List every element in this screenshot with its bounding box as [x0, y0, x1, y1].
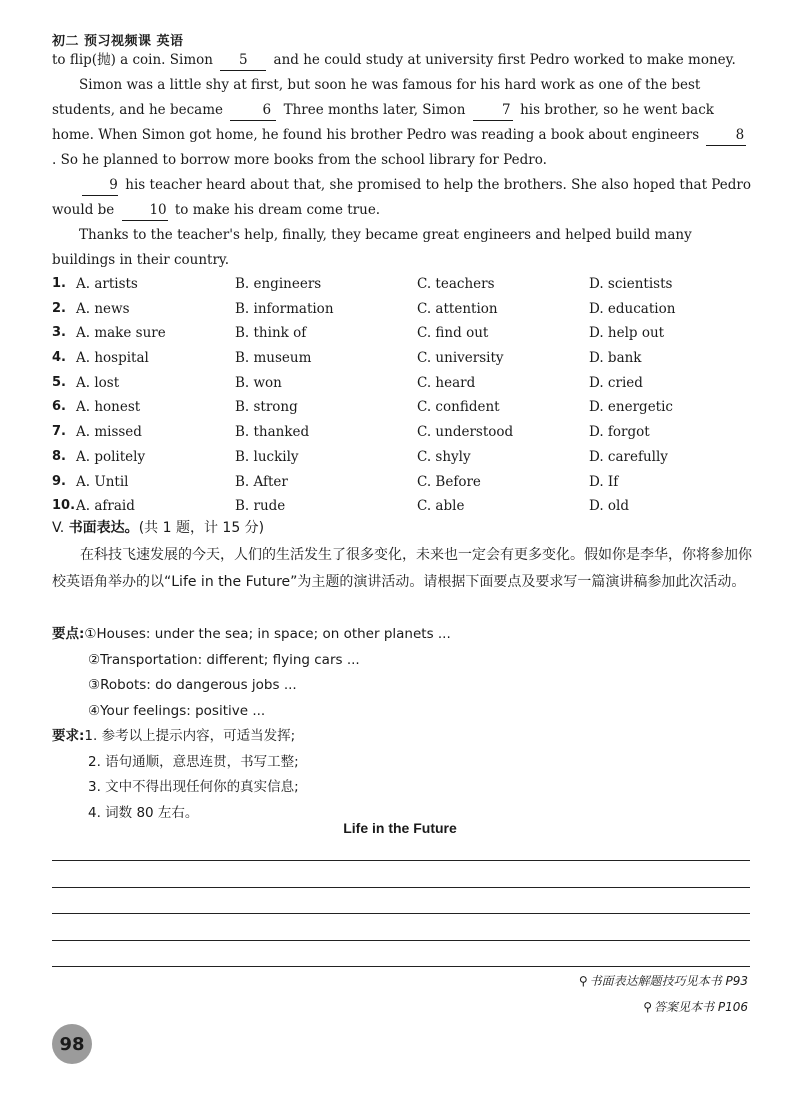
paperclip-icon: ⚲: [643, 1000, 653, 1014]
option-a: A. make sure: [76, 325, 166, 342]
option-c: C. university: [417, 350, 504, 367]
option-a: A. honest: [76, 399, 141, 416]
option-a: A. missed: [76, 424, 142, 441]
passage-paragraph-3: 9 his teacher heard about that, she promised to help the brothers. She also hoped that Pedro would be 10 to make his dream come true.: [52, 173, 752, 223]
option-d: D. help out: [589, 325, 665, 342]
option-b: B. engineers: [235, 276, 322, 292]
page-number: 98: [52, 1024, 92, 1064]
option-row: 9. A. Until B. After C. Before D. If: [52, 470, 752, 495]
point-item: 要点:①Houses: under the sea; in space; on other planets ...: [52, 626, 451, 642]
writing-line: [52, 861, 750, 888]
option-b: B. information: [235, 300, 334, 317]
option-row: 7. A. missed B. thanked C. understood D. forgot: [52, 420, 752, 445]
requirement-item: 3. 文中不得出现任何你的真实信息;: [88, 779, 299, 795]
page-header: 初二 预习视频课 英语: [52, 34, 184, 49]
option-row: 6. A. honest B. strong C. confident D. energetic: [52, 395, 752, 420]
writing-line: [52, 914, 750, 941]
essay-title: Life in the Future: [343, 820, 457, 836]
option-row: 1. A. artists B. engineers C. teachers D. scientists: [52, 272, 752, 297]
option-d: D. cried: [589, 374, 643, 391]
option-c: C. attention: [417, 300, 498, 317]
option-d: D. bank: [589, 350, 642, 367]
points-and-requirements: [52, 622, 752, 826]
option-b: B. won: [235, 374, 282, 391]
requirement-item: 4. 词数 80 左右。: [88, 804, 199, 821]
blank-9: 9: [82, 176, 118, 196]
option-b: B. thanked: [235, 424, 310, 441]
option-c: C. able: [417, 498, 465, 515]
blank-6: 6: [230, 101, 276, 121]
blank-8: 8: [706, 126, 746, 146]
option-b: B. museum: [235, 350, 312, 367]
option-c: C. confident: [417, 399, 500, 416]
requirement-item: 2. 语句通顺，意思连贯，书写工整;: [88, 753, 299, 770]
option-c: C. shyly: [417, 448, 471, 465]
option-c: C. understood: [417, 424, 514, 441]
option-a: A. artists: [76, 276, 138, 292]
option-c: C. Before: [417, 473, 481, 490]
paperclip-icon: ⚲: [578, 974, 588, 988]
option-row: 5. A. lost B. won C. heard D. cried: [52, 371, 752, 396]
passage-paragraph-2: Simon was a little shy at first, but soon he was famous for his hard work as one of the best students, and he became 6 Three months later, Simon 7 his brother, so he went back home. When Simon got home, he found his brother Pedro was reading a book about engineers 8. So he planned to borrow more books from the school library for Pedro.: [52, 73, 752, 173]
option-row: 10. A. afraid B. rude C. able D. old: [52, 494, 752, 519]
option-b: B. think of: [235, 325, 307, 342]
section-title: V. 书面表达。(共 1 题，计 15 分): [52, 520, 265, 536]
option-d: D. If: [589, 473, 619, 490]
writing-line: [52, 888, 750, 915]
writing-line: [52, 941, 750, 968]
passage-line-1: to flip(抛) a coin. Simon 5 and he could study at university first Pedro worked to make money.: [52, 48, 752, 73]
option-a: A. hospital: [76, 350, 149, 367]
point-item: ③Robots: do dangerous jobs ...: [88, 677, 297, 693]
option-row: 8. A. politely B. luckily C. shyly D. carefully: [52, 445, 752, 470]
option-d: D. scientists: [589, 276, 673, 292]
option-c: C. find out: [417, 325, 489, 342]
passage-paragraph-4: Thanks to the teacher's help, finally, they became great engineers and helped build many buildings in their country.: [52, 227, 692, 268]
option-a: A. politely: [76, 448, 146, 465]
point-item: ④Your feelings: positive ...: [88, 702, 266, 719]
requirement-item: 要求:1. 参考以上提示内容，可适当发挥;: [52, 728, 296, 744]
cloze-passage: [52, 48, 752, 273]
option-b: B. luckily: [235, 448, 299, 465]
option-row: 2. A. news B. information C. attention D. education: [52, 297, 752, 322]
blank-7: 7: [473, 101, 513, 121]
option-c: C. heard: [417, 374, 476, 391]
option-row: 4. A. hospital B. museum C. university D. bank: [52, 346, 752, 371]
blank-5: 5: [220, 51, 266, 71]
option-d: D. energetic: [589, 399, 673, 416]
option-a: A. afraid: [76, 498, 135, 515]
option-d: D. old: [589, 498, 630, 515]
answer-options: [52, 272, 752, 519]
option-a: A. Until: [76, 473, 129, 490]
writing-lines: [52, 860, 750, 967]
option-d: D. education: [589, 300, 676, 317]
blank-10: 10: [122, 201, 168, 221]
option-b: B. After: [235, 473, 288, 490]
option-d: D. carefully: [589, 448, 668, 465]
option-row: 3. A. make sure B. think of C. find out D. help out: [52, 321, 752, 346]
option-b: B. strong: [235, 399, 298, 416]
reference-tips: ⚲ 书面表达解题技巧见本书 P93: [578, 974, 748, 988]
option-b: B. rude: [235, 498, 286, 515]
option-a: A. news: [76, 300, 130, 317]
point-item: ②Transportation: different; flying cars ...: [88, 651, 360, 668]
option-d: D. forgot: [589, 424, 650, 441]
reference-answers: ⚲ 答案见本书 P106: [643, 1000, 748, 1014]
section-instructions: 在科技飞速发展的今天，人们的生活发生了很多变化，未来也一定会有更多变化。假如你是李华，你将参加你校英语角举办的以“Life in the Future”为主题的演讲活动。请根据下面要点及要求写一篇演讲稿参加此次活动。: [52, 547, 752, 590]
option-a: A. lost: [76, 374, 120, 391]
option-c: C. teachers: [417, 276, 495, 292]
